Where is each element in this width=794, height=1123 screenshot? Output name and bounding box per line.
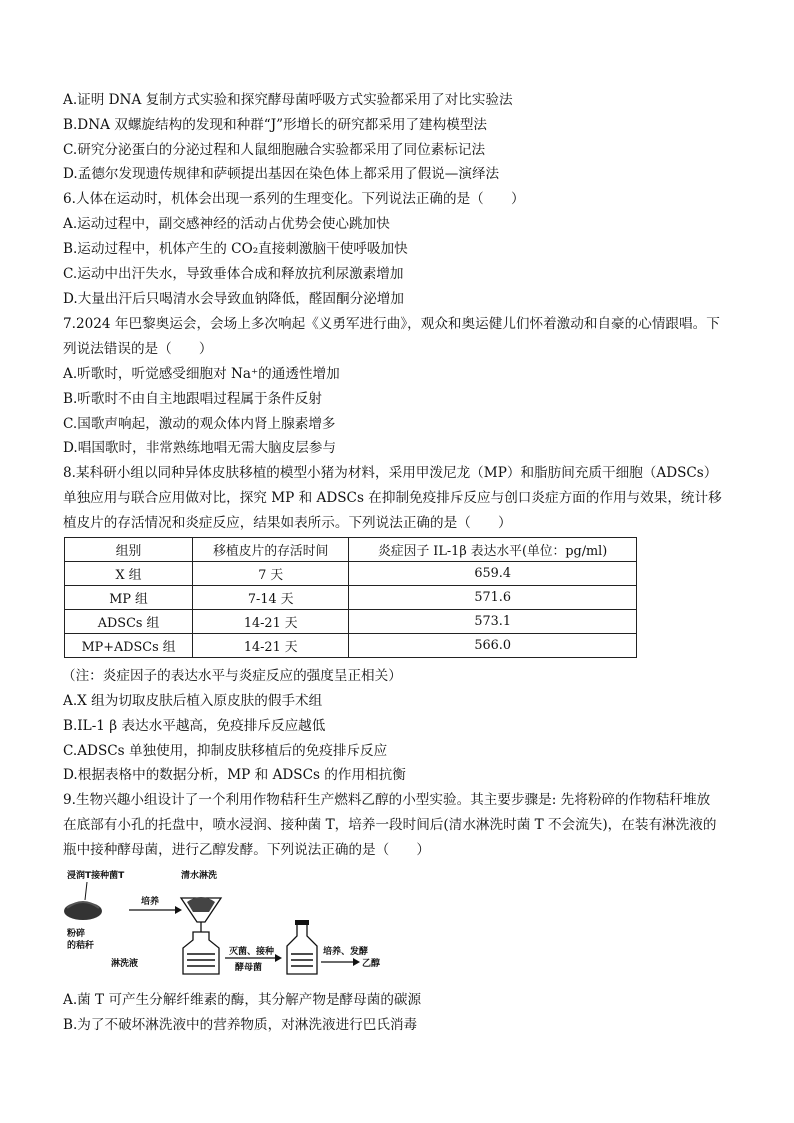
question-9-line1: 9.生物兴趣小组设计了一个利用作物秸秆生产燃料乙醇的小型实验。其主要步骤是: 先将粉碎的作物秸秆堆放: [63, 792, 711, 808]
option-5c: C.研究分泌蛋白的分泌过程和人鼠细胞融合实验都采用了同位素标记法: [63, 142, 486, 158]
option-7c: C.国歌声响起，激动的观众体内肾上腺素增多: [63, 416, 336, 432]
table-cell: 7 天: [193, 562, 349, 586]
table-row: [65, 610, 637, 634]
label-culture: 培养: [141, 897, 160, 907]
option-7b: B.听歌时不由自主地跟唱过程属于条件反射: [63, 391, 322, 407]
table-note: （注：炎症因子的表达水平与炎症反应的强度呈正相关）: [62, 668, 402, 684]
option-6c: C.运动中出汗失水，导致垂体合成和释放抗利尿激素增加: [63, 266, 404, 282]
spray-arrow-icon: [85, 882, 87, 900]
result-table: [64, 537, 637, 658]
table-cell: X 组: [65, 562, 193, 586]
table-cell: 571.6: [349, 586, 637, 610]
label-straw-2: 的秸秆: [67, 941, 95, 951]
table-row: [65, 586, 637, 610]
table-header-row: [65, 538, 637, 562]
question-8-line1: 8.某科研小组以同种异体皮肤移植的模型小猪为材料，采用甲泼尼龙（MP）和脂肪间充质干细胞（ADSCs）: [63, 465, 718, 481]
question-9-line2: 在底部有小孔的托盘中，喷水浸润、接种菌 T，培养一段时间后(清水淋洗时菌 T 不会流失)，在装有淋洗液的: [63, 817, 717, 833]
table-cell: 573.1: [349, 610, 637, 634]
option-6d: D.大量出汗后只喝清水会导致血钠降低，醛固酮分泌增加: [63, 291, 404, 307]
label-ferment: 培养、发酵: [323, 947, 369, 957]
option-6a: A.运动过程中，副交感神经的活动占优势会使心跳加快: [63, 216, 390, 232]
option-9b: B.为了不破坏淋洗液中的营养物质，对淋洗液进行巴氏消毒: [63, 1017, 418, 1033]
label-straw-1: 粉碎: [67, 929, 86, 939]
table-cell: 14-21 天: [193, 610, 349, 634]
option-5b: B.DNA 双螺旋结构的发现和种群“J”形增长的研究都采用了建构模型法: [63, 117, 488, 133]
ferment-arrowhead-icon: [353, 958, 360, 966]
sterilize-arrowhead-icon: [275, 954, 282, 962]
experiment-diagram-svg: [63, 866, 389, 978]
label-sterilize: 灭菌、接种: [229, 947, 275, 957]
question-7-line2: 列说法错误的是（ ）: [63, 341, 213, 357]
question-7-line1: 7.2024 年巴黎奥运会，会场上多次响起《义勇军进行曲》，观众和奥运健儿们怀着激动和自豪的心情跟唱。下: [63, 316, 720, 332]
table-row: [65, 634, 637, 658]
table-cell: 566.0: [349, 634, 637, 658]
table-row: [65, 562, 637, 586]
question-8-line2: 单独应用与联合应用做对比，探究 MP 和 ADSCs 在抑制免疫排斥反应与创口炎症方面的作用与效果，统计移: [63, 490, 722, 506]
question-6: 6.人体在运动时，机体会出现一系列的生理变化。下列说法正确的是（ ）: [63, 191, 525, 207]
label-rinse: 清水淋洗: [181, 871, 218, 881]
table-cell: 14-21 天: [193, 634, 349, 658]
question-8-line3: 植皮片的存活情况和炎症反应，结果如表所示。下列说法正确的是（ ）: [63, 515, 512, 531]
bottle-cap-icon: [295, 920, 309, 925]
option-6b: B.运动过程中，机体产生的 CO₂直接刺激脑干使呼吸加快: [63, 241, 408, 257]
straw-pile-icon: [64, 902, 102, 920]
option-8c: C.ADSCs 单独使用，抑制皮肤移植后的免疫排斥反应: [63, 743, 388, 759]
table-header-il1b: 炎症因子 IL-1β 表达水平(单位：pg/ml): [349, 538, 637, 562]
label-spray-inoculate: 浸润T接种菌T: [67, 871, 125, 881]
table-header-group: 组别: [65, 538, 193, 562]
collection-bottle-icon: [183, 932, 219, 974]
table-cell: MP 组: [65, 586, 193, 610]
table-cell: MP+ADSCs 组: [65, 634, 193, 658]
option-5a: A.证明 DNA 复制方式实验和探究酵母菌呼吸方式实验都采用了对比实验法: [63, 92, 513, 108]
label-yeast: 酵母菌: [235, 963, 263, 973]
option-8b: B.IL-1 β 表达水平越高，免疫排斥反应越低: [63, 718, 326, 734]
table-cell: 659.4: [349, 562, 637, 586]
experiment-diagram: [63, 866, 389, 978]
table-cell: 7-14 天: [193, 586, 349, 610]
table-header-survival: 移植皮片的存活时间: [193, 538, 349, 562]
option-7d: D.唱国歌时，非常熟练地唱无需大脑皮层参与: [63, 440, 337, 456]
culture-arrowhead-icon: [175, 906, 182, 914]
option-8a: A.X 组为切取皮肤后植入原皮肤的假手术组: [63, 693, 323, 709]
option-7a: A.听歌时，听觉感受细胞对 Na⁺的通透性增加: [63, 366, 340, 382]
option-5d: D.孟德尔发现遗传规律和萨顿提出基因在染色体上都采用了假说—演绎法: [63, 166, 500, 182]
label-rinse-liquid: 淋洗液: [111, 959, 139, 969]
question-9-line3: 瓶中接种酵母菌，进行乙醇发酵。下列说法正确的是（ ）: [63, 842, 431, 858]
table-cell: ADSCs 组: [65, 610, 193, 634]
label-ethanol: 乙醇: [362, 959, 381, 969]
option-9a: A.菌 T 可产生分解纤维素的酶，其分解产物是酵母菌的碳源: [63, 992, 422, 1008]
option-8d: D.根据表格中的数据分析，MP 和 ADSCs 的作用相抗衡: [63, 767, 406, 783]
